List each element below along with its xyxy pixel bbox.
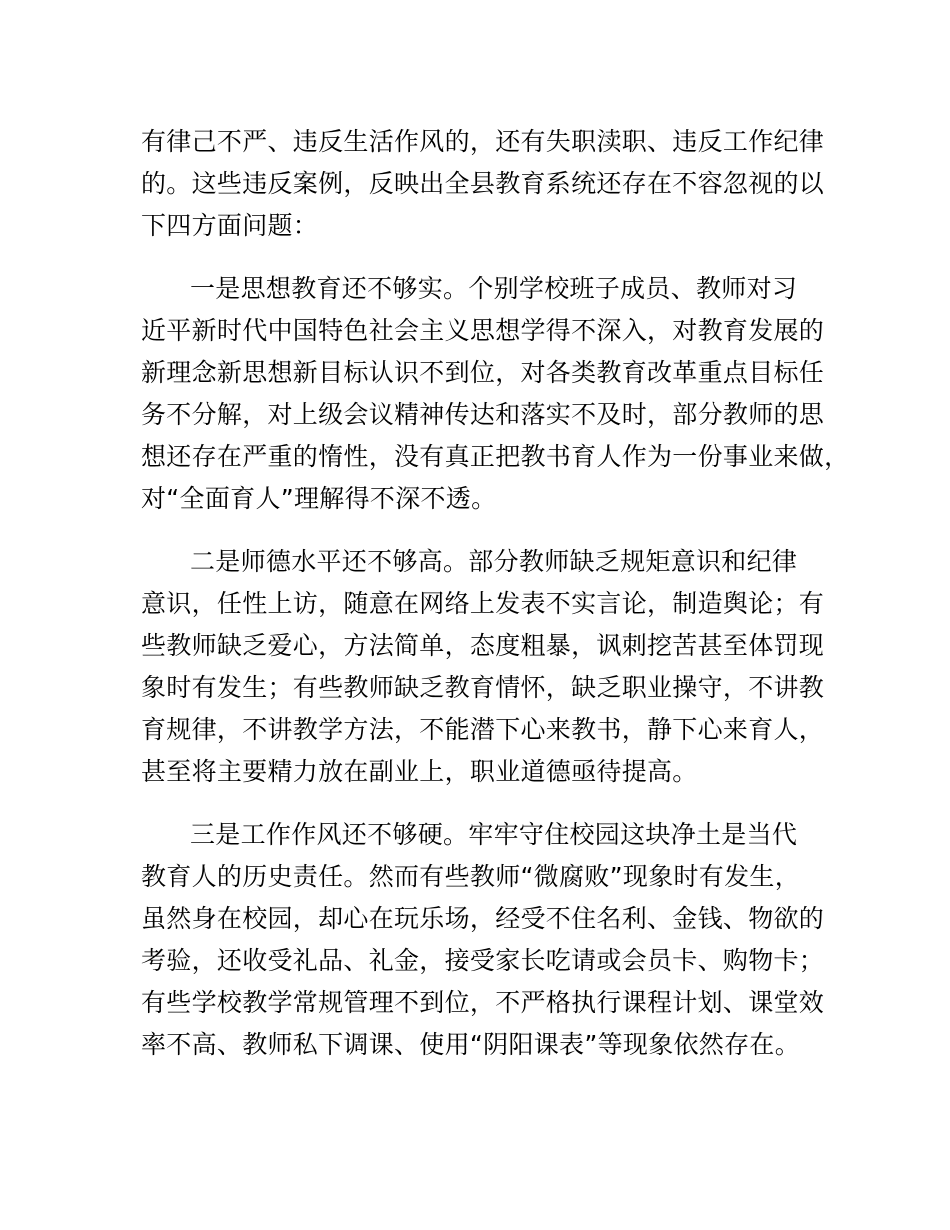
text-line: 象时有发生；有些教师缺乏教育情怀，缺乏职业操守，不讲教	[141, 673, 825, 702]
paragraph-first-line: 二是师德水平还不够高。部分教师缺乏规矩意识和纪律	[190, 547, 798, 576]
text-line: 近平新时代中国特色社会主义思想学得不深入，对教育发展的	[141, 316, 825, 345]
text-line: 育规律，不讲教学方法，不能潜下心来教书，静下心来育人，	[141, 715, 825, 744]
text-line: 考验，还收受礼品、礼金，接受家长吃请或会员卡、购物卡；	[141, 946, 825, 975]
text-line: 甚至将主要精力放在副业上，职业道德亟待提高。	[141, 757, 698, 786]
text-line: 有律己不严、违反生活作风的，还有失职渎职、违反工作纪律	[141, 127, 825, 156]
text-line: 率不高、教师私下调课、使用“阴阳课表”等现象依然存在。	[141, 1030, 801, 1059]
text-line: 新理念新思想新目标认识不到位，对各类教育改革重点目标任	[141, 358, 825, 387]
paragraph-first-line: 一是思想教育还不够实。个别学校班子成员、教师对习	[190, 274, 798, 303]
text-line: 务不分解，对上级会议精神传达和落实不及时，部分教师的思	[141, 400, 825, 429]
text-line: 的。这些违反案例，反映出全县教育系统还存在不容忽视的以	[141, 169, 825, 198]
text-line: 意识，任性上访，随意在网络上发表不实言论，制造舆论；有	[141, 589, 825, 618]
text-line: 下四方面问题：	[141, 211, 319, 240]
text-line: 些教师缺乏爱心，方法简单，态度粗暴，讽刺挖苦甚至体罚现	[141, 631, 825, 660]
text-line: 教育人的历史责任。然而有些教师“微腐败”现象时有发生，	[141, 862, 801, 891]
text-line: 有些学校教学常规管理不到位，不严格执行课程计划、课堂效	[141, 988, 825, 1017]
text-line: 想还存在严重的惰性，没有真正把教书育人作为一份事业来做，	[141, 442, 850, 471]
text-line: 对“全面育人”理解得不深不透。	[141, 484, 497, 513]
text-line: 虽然身在校园，却心在玩乐场，经受不住名利、金钱、物欲的	[141, 904, 825, 933]
paragraph-first-line: 三是工作作风还不够硬。牢牢守住校园这块净土是当代	[190, 820, 798, 849]
